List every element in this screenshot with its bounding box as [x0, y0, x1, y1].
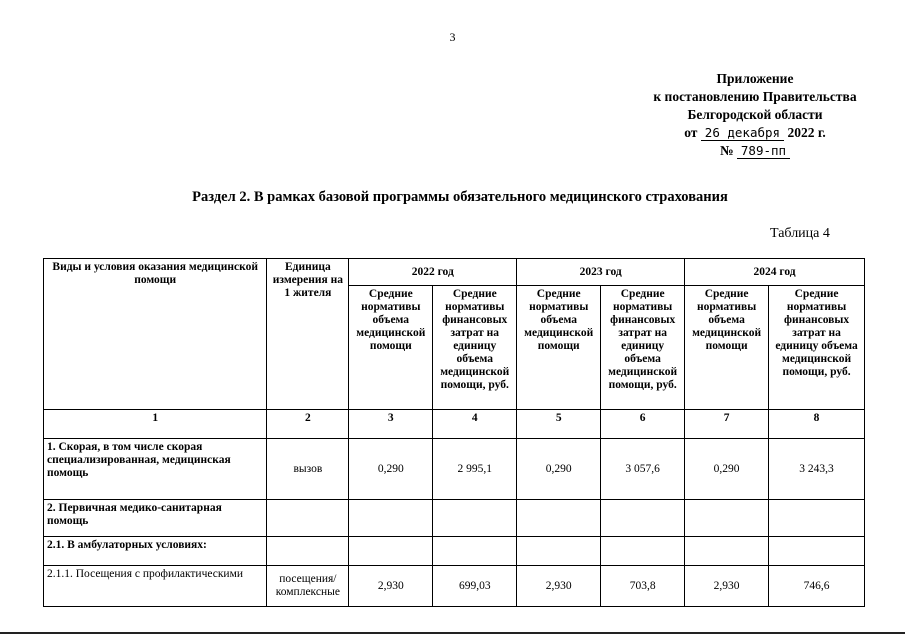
row-cost-2022: 699,03: [433, 566, 517, 607]
row-volume-2022: 0,290: [349, 439, 433, 500]
column-index: 3: [349, 410, 433, 439]
row-label: 2.1. В амбулаторных условиях:: [44, 537, 267, 566]
column-index: 1: [44, 410, 267, 439]
row-cost-2022: 2 995,1: [433, 439, 517, 500]
row-cost-2022: [433, 537, 517, 566]
row-volume-2022: [349, 537, 433, 566]
page-edge-divider: [0, 632, 905, 634]
appendix-resolution: к постановлению Правительства: [653, 89, 857, 104]
column-index-row: [44, 410, 865, 439]
header-volume-2024: Средние нормативы объема медицинской помощи: [685, 286, 769, 410]
column-index: 5: [517, 410, 601, 439]
row-unit: посещения/ комплексные: [267, 566, 349, 607]
row-cost-2023: [601, 537, 685, 566]
table-row: [44, 439, 865, 500]
row-unit: вызов: [267, 439, 349, 500]
page-number: 3: [449, 30, 456, 44]
row-volume-2024: 0,290: [685, 439, 769, 500]
header-volume-2023: Средние нормативы объема медицинской помощи: [517, 286, 601, 410]
table-row: [44, 566, 865, 607]
row-cost-2023: 703,8: [601, 566, 685, 607]
row-cost-2024: 3 243,3: [769, 439, 865, 500]
header-year-2024: 2024 год: [685, 259, 865, 286]
row-volume-2023: 0,290: [517, 439, 601, 500]
row-cost-2024: [769, 537, 865, 566]
row-volume-2024: [685, 537, 769, 566]
row-cost-2023: [601, 500, 685, 537]
handwritten-date: 26 декабря: [701, 125, 784, 141]
column-index: 8: [769, 410, 865, 439]
row-volume-2022: [349, 500, 433, 537]
header-year-2023: 2023 год: [517, 259, 685, 286]
row-unit: [267, 537, 349, 566]
appendix-title: Приложение: [716, 71, 794, 86]
appendix-number: № 789-пп: [610, 142, 900, 160]
row-label: 1. Скорая, в том числе скорая специализированная, медицинская помощь: [44, 439, 267, 500]
row-volume-2024: [685, 500, 769, 537]
row-volume-2023: [517, 500, 601, 537]
table-label: Таблица 4: [770, 226, 830, 241]
column-index: 7: [685, 410, 769, 439]
section-title: Раздел 2. В рамках базовой программы обязательного медицинского страхования: [192, 189, 728, 205]
appendix-date: от 26 декабря 2022 г.: [684, 125, 826, 140]
header-care-type: Виды и условия оказания медицинской помощи: [44, 259, 267, 410]
row-cost-2023: 3 057,6: [601, 439, 685, 500]
table-row: [44, 500, 865, 537]
row-cost-2024: 746,6: [769, 566, 865, 607]
header-year-2022: 2022 год: [349, 259, 517, 286]
table-row: [44, 537, 865, 566]
row-unit: [267, 500, 349, 537]
header-cost-2023: Средние нормативы финансовых затрат на единицу объема медицинской помощи, руб.: [601, 286, 685, 410]
row-label: 2. Первичная медико-санитарная помощь: [44, 500, 267, 537]
column-index: 6: [601, 410, 685, 439]
column-index: 2: [267, 410, 349, 439]
row-volume-2024: 2,930: [685, 566, 769, 607]
row-volume-2022: 2,930: [349, 566, 433, 607]
row-label: 2.1.1. Посещения с профилактическими: [44, 566, 267, 607]
row-cost-2024: [769, 500, 865, 537]
header-cost-2024: Средние нормативы финансовых затрат на единицу объема медицинской помощи, руб.: [769, 286, 865, 410]
appendix-region: Белгородской области: [687, 107, 823, 122]
norms-table: [43, 258, 865, 607]
header-unit: Единица измерения на 1 жителя: [267, 259, 349, 410]
column-index: 4: [433, 410, 517, 439]
header-volume-2022: Средние нормативы объема медицинской помощи: [349, 286, 433, 410]
appendix-block: [610, 70, 900, 160]
handwritten-number: 789-пп: [737, 143, 790, 159]
header-cost-2022: Средние нормативы финансовых затрат на единицу объема медицинской помощи, руб.: [433, 286, 517, 410]
row-volume-2023: [517, 537, 601, 566]
row-cost-2022: [433, 500, 517, 537]
row-volume-2023: 2,930: [517, 566, 601, 607]
